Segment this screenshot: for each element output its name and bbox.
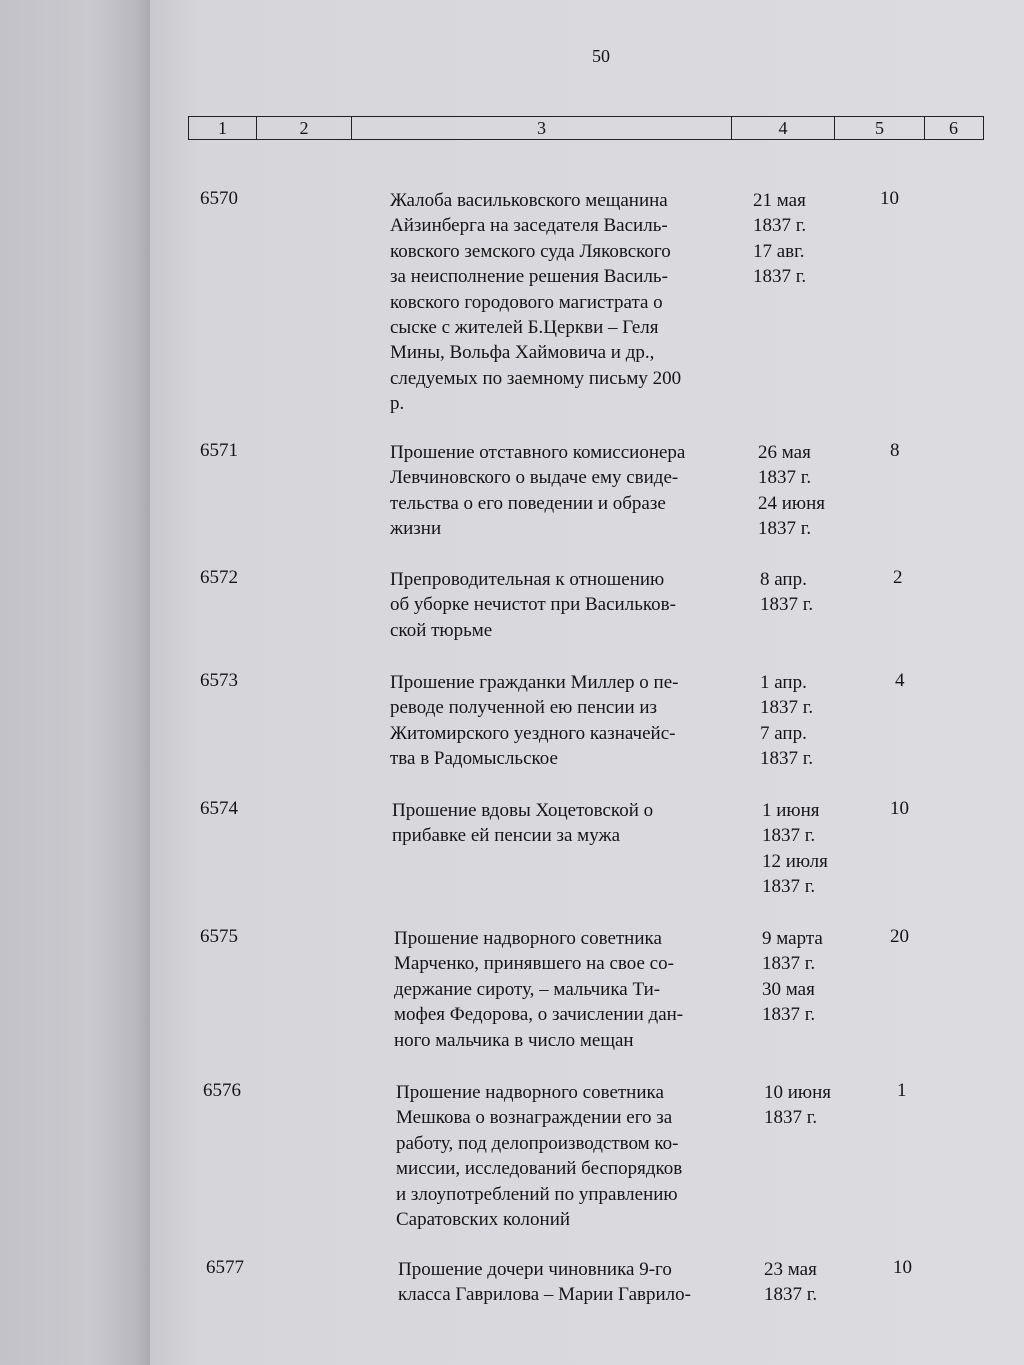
- entry-sheet-count: 10: [880, 188, 899, 209]
- description-line: Прошение отставного комиссионера: [390, 442, 686, 463]
- column-header-1: 1: [189, 117, 257, 139]
- description-line: об уборке нечистот при Васильков-: [390, 594, 676, 616]
- entry-sheet-count: 2: [893, 567, 903, 588]
- entry-number: 6576: [203, 1080, 241, 1101]
- description-line: Левчиновского о выдаче ему свиде-: [390, 467, 679, 489]
- entry-description: [390, 670, 740, 772]
- date-line: 1837 г.: [760, 594, 814, 616]
- date-line: 1837 г.: [753, 266, 807, 288]
- entry-sheet-count: 1: [897, 1080, 907, 1101]
- date-line: 1837 г.: [762, 825, 816, 847]
- date-line: 24 июня: [758, 492, 826, 514]
- description-line: Мины, Вольфа Хаймовича и др.,: [390, 342, 655, 364]
- description-line: и злоупотреблений по управлению: [396, 1183, 678, 1205]
- entry-dates: [764, 1257, 817, 1308]
- entry-number: 6575: [200, 926, 238, 947]
- entry-description: [390, 188, 740, 417]
- date-line: 1837 г.: [764, 1284, 818, 1306]
- column-header-5: 5: [835, 117, 925, 139]
- date-line: 10 июня: [764, 1082, 832, 1103]
- description-line: миссии, исследований беспорядков: [396, 1158, 683, 1180]
- column-header-4: 4: [732, 117, 835, 139]
- column-header-row: [188, 116, 984, 140]
- description-line: класса Гаврилова – Марии Гаврило-: [398, 1284, 691, 1306]
- description-line: следуемых по заемному письму 200: [390, 367, 682, 389]
- entry-number: 6572: [200, 567, 238, 588]
- date-line: 1837 г.: [762, 953, 816, 975]
- description-line: ской тюрьме: [390, 619, 493, 641]
- description-line: работу, под делопроизводством ко-: [396, 1132, 679, 1154]
- column-header-6: 6: [949, 117, 958, 138]
- description-line: Айзинберга на заседателя Василь-: [390, 215, 668, 237]
- entry-number: 6573: [200, 670, 238, 691]
- date-line: 1837 г.: [758, 467, 812, 489]
- date-line: 1 апр.: [760, 672, 807, 693]
- date-line: 1837 г.: [753, 215, 807, 237]
- date-line: 30 мая: [762, 978, 815, 1000]
- description-line: Препроводительная к отношению: [390, 569, 665, 590]
- entry-dates: [760, 670, 813, 772]
- date-line: 21 мая: [753, 190, 806, 211]
- date-line: 1837 г.: [758, 518, 812, 540]
- entry-number: 6571: [200, 440, 238, 461]
- description-line: Саратовских колоний: [396, 1209, 571, 1231]
- entry-sheet-count: 20: [890, 926, 909, 947]
- description-line: тва в Радомысльское: [390, 748, 558, 770]
- description-line: реводе полученной ею пенсии из: [390, 697, 658, 719]
- date-line: 8 апр.: [760, 569, 807, 590]
- date-line: 1837 г.: [762, 1004, 816, 1026]
- description-line: держание сироту, – мальчика Ти-: [394, 978, 661, 1000]
- column-header-2: 2: [257, 117, 352, 139]
- entry-number: 6570: [200, 188, 238, 209]
- description-line: Жалоба васильковского мещанина: [390, 190, 668, 211]
- description-line: р.: [390, 393, 405, 415]
- entry-sheet-count: 4: [895, 670, 905, 691]
- entry-description: [396, 1080, 746, 1232]
- entry-description: [390, 440, 740, 542]
- description-line: тельства о его поведении и образе: [390, 492, 666, 514]
- description-line: Прошение гражданки Миллер о пе-: [390, 672, 679, 693]
- page-number: 50: [592, 46, 610, 66]
- description-line: жизни: [390, 518, 442, 540]
- description-line: мофея Федорова, о зачислении дан-: [394, 1004, 684, 1026]
- entry-dates: [762, 798, 828, 900]
- date-line: 1837 г.: [762, 876, 816, 898]
- entry-dates: [762, 926, 823, 1028]
- facing-page-edge: [0, 0, 150, 1365]
- entry-number: 6577: [206, 1257, 244, 1278]
- description-line: Житомирского уездного казначейс-: [390, 722, 676, 744]
- description-line: Прошение вдовы Хоцетовской о: [392, 800, 654, 821]
- entry-number: 6574: [200, 798, 238, 819]
- date-line: 23 мая: [764, 1259, 817, 1280]
- entry-sheet-count: 10: [893, 1257, 912, 1278]
- date-line: 1 июня: [762, 800, 820, 821]
- description-line: ного мальчика в число мещан: [394, 1029, 634, 1051]
- description-line: ковского земского суда Ляковского: [390, 240, 671, 262]
- date-line: 1837 г.: [764, 1107, 818, 1129]
- description-line: сыске с жителей Б.Церкви – Геля: [390, 317, 659, 339]
- entry-description: [390, 567, 740, 643]
- entry-description: [392, 798, 742, 849]
- entry-sheet-count: 10: [890, 798, 909, 819]
- date-line: 12 июля: [762, 850, 828, 872]
- description-line: Марченко, принявшего на свое со-: [394, 953, 674, 975]
- description-line: прибавке ей пенсии за мужа: [392, 825, 621, 847]
- description-line: Прошение надворного советника: [396, 1082, 664, 1103]
- date-line: 17 авг.: [753, 240, 805, 262]
- entry-dates: [764, 1080, 831, 1131]
- description-line: за неисполнение решения Василь-: [390, 266, 668, 288]
- description-line: Прошение надворного советника: [394, 928, 662, 949]
- date-line: 7 апр.: [760, 722, 807, 744]
- entry-dates: [758, 440, 825, 542]
- entry-description: [394, 926, 744, 1053]
- entry-sheet-count: 8: [890, 440, 900, 461]
- entry-dates: [760, 567, 813, 618]
- entry-description: [398, 1257, 748, 1308]
- date-line: 9 марта: [762, 928, 823, 949]
- date-line: 1837 г.: [760, 748, 814, 770]
- date-line: 1837 г.: [760, 697, 814, 719]
- description-line: Мешкова о вознаграждении его за: [396, 1107, 673, 1129]
- description-line: Прошение дочери чиновника 9-го: [398, 1259, 672, 1280]
- description-line: ковского городового магистрата о: [390, 291, 663, 313]
- date-line: 26 мая: [758, 442, 811, 463]
- column-header-3: 3: [352, 117, 732, 139]
- entry-dates: [753, 188, 806, 290]
